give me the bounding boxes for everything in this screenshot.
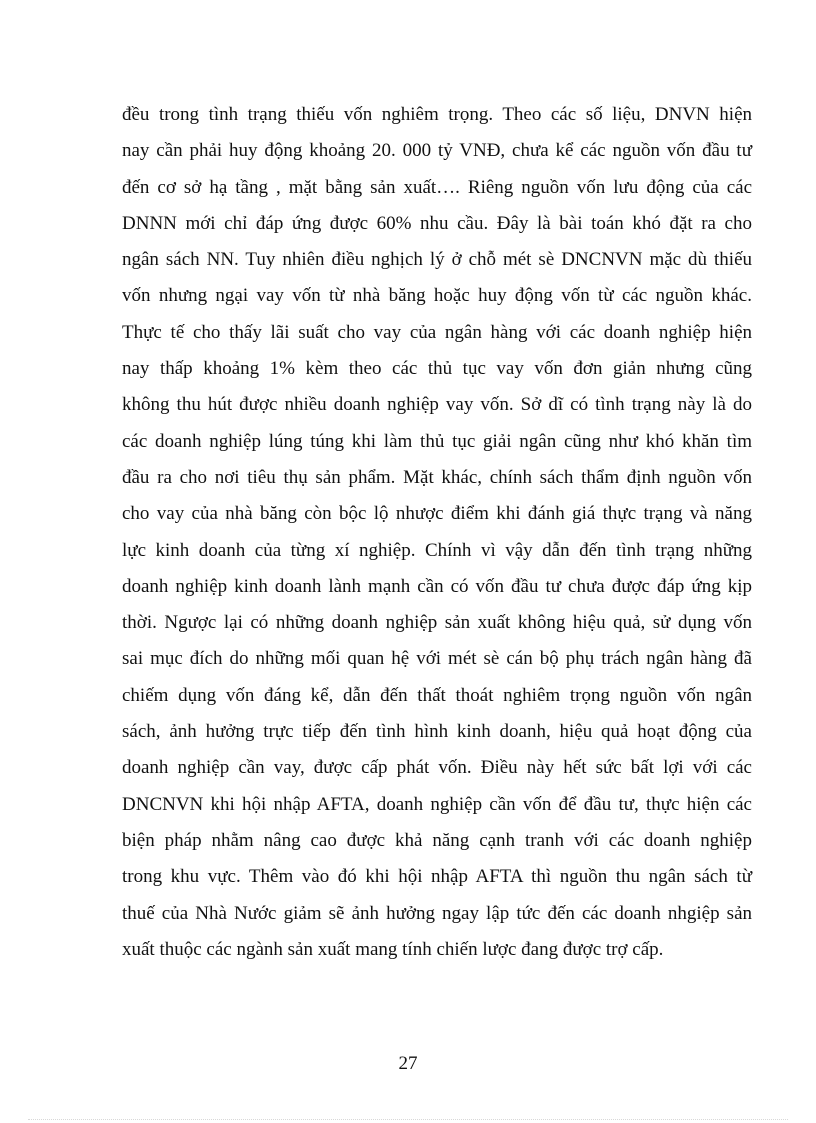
text-line: đến cơ sở hạ tầng , mặt bằng sản xuất…. Riêng nguồn vốn lưu động của các	[122, 176, 752, 198]
text-line: xuất thuộc các ngành sản xuất mang tính chiến lược đang được trợ cấp.	[122, 938, 664, 960]
text-line: sách, ảnh hưởng trực tiếp đến tình hình kinh doanh, hiệu quả hoạt động của	[122, 721, 752, 743]
text-line: ngân sách NN. Tuy nhiên điều nghịch lý ở chỗ mét sè DNCNVN mặc dù thiếu	[122, 249, 752, 271]
text-line: DNCNVN khi hội nhập AFTA, doanh nghiệp cần vốn để đầu tư, thực hiện các	[122, 793, 752, 815]
text-line: sai mục đích do những mối quan hệ với mét sè cán bộ phụ trách ngân hàng đã	[122, 648, 752, 670]
text-line: thời. Ngược lại có những doanh nghiệp sản xuất không hiệu quả, sử dụng vốn	[122, 612, 752, 634]
text-line: đầu ra cho nơi tiêu thụ sản phẩm. Mặt khác, chính sách thẩm định nguồn vốn	[122, 466, 752, 488]
page-bottom-divider	[28, 1119, 788, 1120]
text-line: DNNN mới chỉ đáp ứng được 60% nhu cầu. Đây là bài toán khó đặt ra cho	[122, 212, 752, 234]
text-line: các doanh nghiệp lúng túng khi làm thủ tục giải ngân cũng như khó khăn tìm	[122, 430, 752, 452]
text-line: lực kinh doanh của từng xí nghiệp. Chính vì vậy dẫn đến tình trạng những	[122, 539, 752, 561]
text-line: cho vay của nhà băng còn bộc lộ nhược điểm khi đánh giá thực trạng và năng	[122, 503, 752, 525]
text-line: doanh nghiệp kinh doanh lành mạnh cần có vốn đầu tư chưa được đáp ứng kịp	[122, 575, 752, 597]
body-paragraph	[122, 97, 752, 968]
page-number: 27	[398, 1053, 418, 1074]
text-line: Thực tế cho thấy lãi suất cho vay của ngân hàng với các doanh nghiệp hiện	[122, 321, 752, 343]
text-line: biện pháp nhằm nâng cao được khả năng cạnh tranh với các doanh nghiệp	[122, 829, 752, 851]
text-line: nay thấp khoảng 1% kèm theo các thủ tục vay vốn đơn giản nhưng cũng	[122, 358, 752, 380]
text-line: vốn nhưng ngại vay vốn từ nhà băng hoặc huy động vốn từ các nguồn khác.	[122, 285, 752, 307]
text-line: doanh nghiệp cần vay, được cấp phát vốn. Điều này hết sức bất lợi với các	[122, 757, 752, 779]
text-line: chiếm dụng vốn đáng kể, dẫn đến thất thoát nghiêm trọng nguồn vốn ngân	[122, 684, 752, 706]
text-line: đều trong tình trạng thiếu vốn nghiêm trọng. Theo các số liệu, DNVN hiện	[122, 104, 752, 125]
text-line: thuế của Nhà Nước giảm sẽ ảnh hưởng ngay lập tức đến các doanh nhgiệp sản	[122, 902, 752, 924]
text-line: nay cần phải huy động khoảng 20. 000 tỷ VNĐ, chưa kể các nguồn vốn đầu tư	[122, 140, 752, 162]
text-line: không thu hút được nhiều doanh nghiệp vay vốn. Sở dĩ có tình trạng này là do	[122, 394, 752, 416]
text-line: trong khu vực. Thêm vào đó khi hội nhập AFTA thì nguồn thu ngân sách từ	[122, 866, 752, 888]
